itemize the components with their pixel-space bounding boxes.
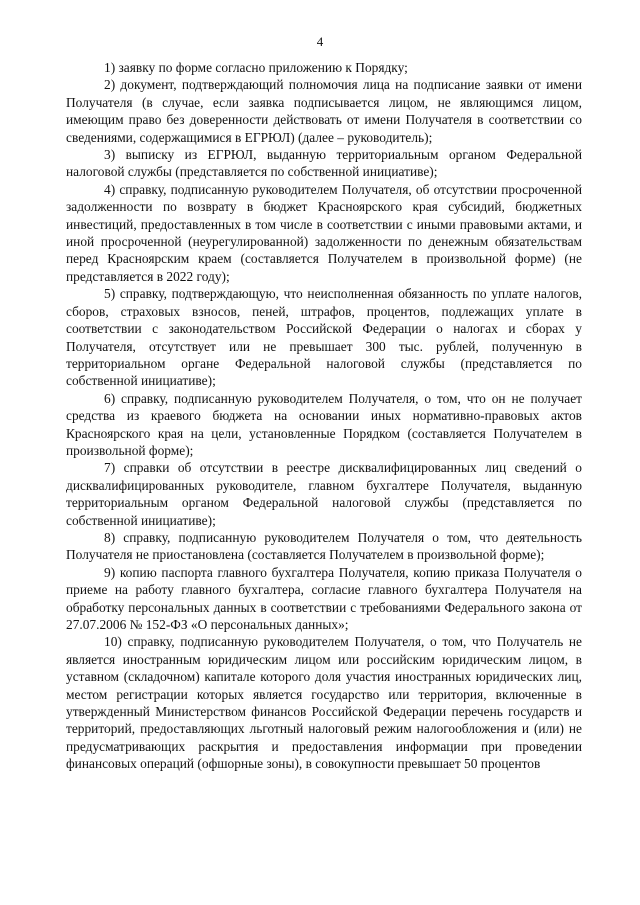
paragraph-10: 10) справку, подписанную руководителем Получателя, о том, что Получатель не является иностранным юридическим лицом или российским юридическим лицом, в уставном (складочном) капитале которого доля участия иностранных юридических лиц, местом регистрации которых является государство или территория, включенные в утвержденный Министерством финансов Российской Федерации перечень государств и территорий, предоставляющих льготный налоговый режим налогообложения и (или) не предусматривающих раскрытия и предоставления информации при проведении финансовых операций (офшорные зоны), в совокупности превышает 50 процентов	[66, 634, 582, 772]
paragraph-1: 1) заявку по форме согласно приложению к Порядку;	[104, 60, 408, 75]
paragraph-5: 5) справку, подтверждающую, что неисполненная обязанность по уплате налогов, сборов, страховых взносов, пеней, штрафов, процентов, подлежащих уплате в соответствии с законодательством Российской Федерации о налогах и сборах у Получателя, отсутствует или не превышает 300 тыс. рублей, полученную в территориальном органе Федеральной налоговой службы (представляется по собственной инициативе);	[66, 286, 582, 389]
paragraph-6: 6) справку, подписанную руководителем Получателя, о том, что он не получает средства из краевого бюджета на основании иных нормативно-правовых актов Красноярского края на цели, установленные Порядком (составляется Получателем в произвольной форме);	[66, 390, 582, 458]
paragraph-2: 2) документ, подтверждающий полномочия лица на подписание заявки от имени Получателя (в случае, если заявка подписывается лицом, не являющимся лицом, имеющим право без доверенности действовать от имени Получателя в соответствии со сведениями, содержащимися в ЕГРЮЛ) (далее – руководитель);	[66, 77, 582, 145]
paragraph-4: 4) справку, подписанную руководителем Получателя, об отсутствии просроченной задолженности по возврату в бюджет Красноярского края субсидий, бюджетных инвестиций, предоставленных в том числе в соответствии с иными правовыми актами, и иной просроченной (неурегулированной) задолженности по денежным обязательствам перед Красноярским краем (составляется Получателем в произвольной форме) (не представляется в 2022 году);	[66, 181, 582, 284]
paragraph-7: 7) справки об отсутствии в реестре дисквалифицированных лиц сведений о дисквалифицированных руководителе, главном бухгалтере Получателя, выданную территориальным органом Федеральной налоговой службы (представляется по собственной инициативе);	[66, 460, 582, 528]
paragraph-8: 8) справку, подписанную руководителем Получателя о том, что деятельность Получателя не приостановлена (составляется Получателем в произвольной форме);	[66, 529, 582, 563]
document-body	[66, 59, 582, 773]
paragraph-3: 3) выписку из ЕГРЮЛ, выданную территориальным органом Федеральной налоговой службы (представляется по собственной инициативе);	[66, 147, 582, 180]
page-number: 4	[316, 34, 324, 49]
paragraph-9: 9) копию паспорта главного бухгалтера Получателя, копию приказа Получателя о приеме на работу главного бухгалтера, согласие главного бухгалтера Получателя на обработку персональных данных в соответствии с требованиями Федерального закона от 27.07.2006 № 152-ФЗ «О персональных данных»;	[66, 564, 582, 632]
